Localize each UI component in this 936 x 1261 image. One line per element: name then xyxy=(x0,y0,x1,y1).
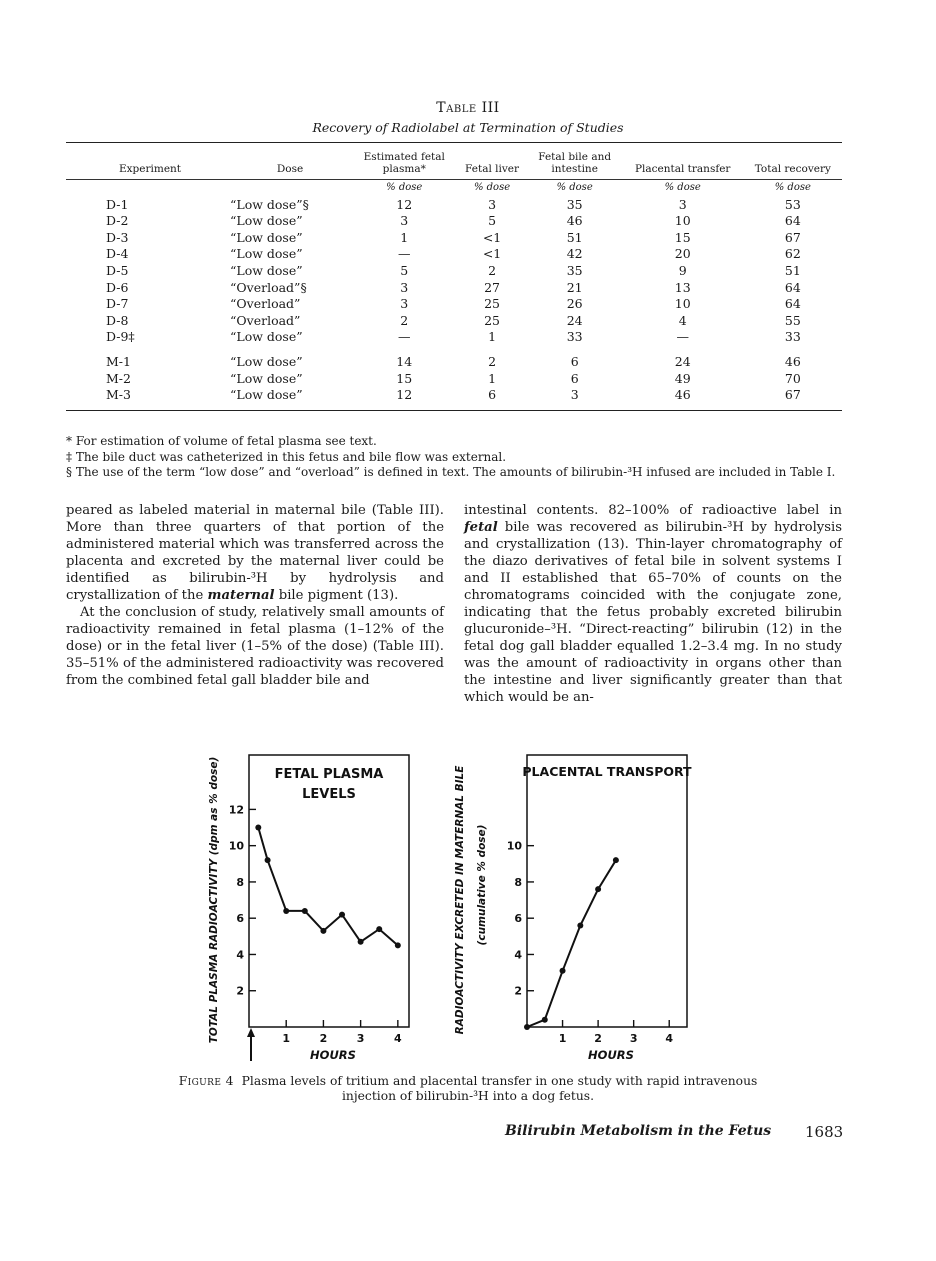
data-point xyxy=(358,939,364,945)
header-dose: Dose xyxy=(276,163,304,175)
cell-experiment: D-8 xyxy=(106,312,129,328)
cell-bile: 3 xyxy=(570,387,579,403)
data-point xyxy=(577,922,583,928)
table-bottom-rule xyxy=(66,410,842,411)
table-title: Recovery of Radiolabel at Termination of Studies xyxy=(312,120,624,135)
x-axis-label: HOURS xyxy=(588,1048,634,1062)
emphasis: maternal xyxy=(207,588,275,603)
cell-plasma: 3 xyxy=(400,296,409,312)
table-body-dog xyxy=(66,197,842,346)
cell-experiment: D-6 xyxy=(106,279,129,295)
cell-placental: 10 xyxy=(674,296,691,312)
cell-dose: “Low dose” xyxy=(230,370,303,386)
chart-placental-transport xyxy=(454,755,692,1062)
cell-bile: 26 xyxy=(566,296,583,312)
table-row xyxy=(66,313,842,330)
svg-text:10: 10 xyxy=(506,839,522,853)
cell-bile: 46 xyxy=(566,213,583,229)
cell-experiment: D-4 xyxy=(106,246,129,262)
cell-dose: “Low dose” xyxy=(230,246,303,262)
cell-bile: 51 xyxy=(566,229,583,245)
cell-liver: 27 xyxy=(484,279,500,295)
table-row xyxy=(66,387,842,404)
cell-plasma: 3 xyxy=(400,213,409,229)
data-point xyxy=(595,886,601,892)
svg-text:2: 2 xyxy=(514,984,522,998)
data-point xyxy=(542,1017,548,1023)
cell-liver: 6 xyxy=(488,387,497,403)
svg-text:4: 4 xyxy=(665,1032,674,1045)
cell-liver: 25 xyxy=(484,312,500,328)
cell-dose: “Low dose”§ xyxy=(230,196,309,212)
cell-total: 62 xyxy=(784,246,801,262)
cell-total: 64 xyxy=(784,296,801,312)
table-row xyxy=(66,354,842,371)
table-row xyxy=(66,371,842,388)
cell-placental: 9 xyxy=(678,262,687,278)
table-footnotes xyxy=(66,434,856,481)
data-point xyxy=(339,912,345,918)
svg-text:6: 6 xyxy=(514,912,522,926)
header-bile-line1: Fetal bile and xyxy=(538,151,612,163)
cell-liver: 1 xyxy=(488,370,497,386)
svg-text:6: 6 xyxy=(236,912,244,926)
svg-text:4: 4 xyxy=(514,948,522,962)
data-point xyxy=(376,926,382,932)
cell-dose: “Low dose” xyxy=(230,329,303,345)
cell-placental: 46 xyxy=(674,387,691,403)
cell-liver: 3 xyxy=(488,196,497,212)
body-column-left xyxy=(66,502,444,689)
chart-title: PLACENTAL TRANSPORT xyxy=(522,764,692,779)
header-liver: Fetal liver xyxy=(465,163,520,175)
cell-experiment: D-5 xyxy=(106,262,129,278)
y-axis-label: RADIOACTIVITY EXCRETED IN MATERNAL BILE xyxy=(454,765,466,1035)
chart-title-line2: LEVELS xyxy=(302,787,356,802)
svg-text:3: 3 xyxy=(356,1032,365,1045)
cell-total: 67 xyxy=(784,229,801,245)
page-number: 1683 xyxy=(805,1123,844,1141)
cell-total: 67 xyxy=(784,387,801,403)
cell-plasma: 14 xyxy=(396,353,413,369)
cell-total: 53 xyxy=(784,196,801,212)
table-row xyxy=(66,197,842,214)
svg-text:4: 4 xyxy=(236,948,244,962)
cell-bile: 33 xyxy=(566,329,583,345)
text-run: intestinal contents. 82–100% of radioactive label in xyxy=(464,503,842,518)
svg-text:3: 3 xyxy=(629,1032,638,1045)
axis-ticks xyxy=(507,840,674,1045)
svg-text:2: 2 xyxy=(594,1032,602,1045)
cell-dose: “Overload” xyxy=(230,296,301,312)
data-point xyxy=(613,857,619,863)
data-point xyxy=(524,1024,530,1030)
footnote: ‡ The bile duct was catheterized in this fetus and bile flow was external. xyxy=(66,449,507,464)
cell-plasma: 12 xyxy=(396,387,413,403)
unit-label: % dose xyxy=(556,182,593,193)
table-label-text: Table III xyxy=(436,100,500,116)
cell-dose: “Overload” xyxy=(230,312,301,328)
table-label xyxy=(0,100,936,116)
header-plasma-line1: Estimated fetal xyxy=(363,151,445,163)
footnote: § The use of the term “low dose” and “overload” is defined in text. The amounts of bilirubin-³H infused are included in Table I. xyxy=(66,465,836,479)
data-point xyxy=(283,908,289,914)
svg-text:4: 4 xyxy=(394,1032,402,1045)
header-bile-line2: intestine xyxy=(551,163,598,175)
cell-dose: “Low dose” xyxy=(230,262,303,278)
cell-experiment: M-1 xyxy=(106,353,131,369)
cell-bile: 42 xyxy=(566,246,583,262)
paragraph xyxy=(464,502,842,706)
cell-bile: 35 xyxy=(566,262,583,278)
cell-plasma: 2 xyxy=(400,312,409,328)
table-row xyxy=(66,213,842,230)
text-run: bile pigment (13). xyxy=(274,588,399,603)
cell-placental: 20 xyxy=(674,246,691,262)
cell-bile: 6 xyxy=(570,370,579,386)
svg-text:10: 10 xyxy=(228,839,244,853)
cell-bile: 35 xyxy=(566,196,583,212)
cell-bile: 6 xyxy=(570,353,579,369)
text-run: peared as labeled material in maternal bile (Table III). More than three quarters of that portion of the administered material which was transferred across the placenta and excreted by the maternal liver could be identified as bilirubin-³H by hydrolysis and crystallization of the xyxy=(66,503,444,603)
svg-text:1: 1 xyxy=(282,1032,291,1045)
footnote: * For estimation of volume of fetal plasma see text. xyxy=(66,434,377,448)
table-row xyxy=(66,296,842,313)
cell-plasma: 5 xyxy=(400,262,409,278)
unit-label: % dose xyxy=(774,182,811,193)
cell-liver: <1 xyxy=(482,246,502,262)
units-row xyxy=(66,180,842,197)
cell-experiment: D-9‡ xyxy=(106,329,135,345)
unit-label: % dose xyxy=(664,182,701,193)
figure-caption-text: Plasma levels of tritium and placental transfer in one study with rapid intravenous injection of bilirubin-³H into a dog fetus. xyxy=(241,1074,758,1103)
table-row xyxy=(66,263,842,280)
axis-ticks xyxy=(229,803,402,1045)
body-column-right xyxy=(464,502,842,706)
data-table xyxy=(66,142,842,411)
svg-text:8: 8 xyxy=(514,875,522,889)
cell-experiment: M-2 xyxy=(106,370,131,386)
cell-experiment: D-2 xyxy=(106,213,129,229)
cell-dose: “Low dose” xyxy=(230,353,303,369)
data-point xyxy=(320,928,326,934)
cell-placental: 15 xyxy=(674,229,691,245)
cell-plasma: — xyxy=(398,246,411,262)
chart-fetal-plasma xyxy=(208,755,409,1062)
table-row xyxy=(66,230,842,247)
cell-bile: 21 xyxy=(566,279,583,295)
cell-plasma: 3 xyxy=(400,279,409,295)
header-placental: Placental transfer xyxy=(634,163,731,175)
cell-dose: “Overload”§ xyxy=(230,279,307,295)
table-row xyxy=(66,329,842,346)
cell-total: 64 xyxy=(784,213,801,229)
svg-text:8: 8 xyxy=(236,875,244,889)
text-run: bile was recovered as bilirubin-³H by hydrolysis and crystallization (13). Thin-layer chromatography of the diazo derivatives of fetal bile in solvent systems I and II established that 65–70% of counts on the chromatograms coincided with the conjugate zone, indicating that the fetus probably excreted bilirubin glucuronide–³H. “Direct-reacting” bilirubin (12) in the fetal dog gall bladder equalled 1.2–3.4 mg. In no study was the amount of radioactivity in organs other than the intestine and liver significantly greater than that which would be an- xyxy=(464,520,842,705)
x-axis-label: HOURS xyxy=(310,1048,356,1062)
plot-frame xyxy=(527,755,687,1027)
cell-placental: 4 xyxy=(678,312,687,328)
data-point xyxy=(302,908,308,914)
table-body-monkey xyxy=(66,354,842,404)
data-point xyxy=(265,857,271,863)
cell-plasma: 15 xyxy=(396,370,413,386)
unit-label: % dose xyxy=(386,182,423,193)
cell-plasma: 12 xyxy=(396,196,413,212)
svg-text:1: 1 xyxy=(558,1032,567,1045)
chart-title: FETAL PLASMA xyxy=(274,767,384,782)
cell-total: 70 xyxy=(784,370,801,386)
paragraph: At the conclusion of study, relatively small amounts of radioactivity remained in fetal plasma (1–12% of the dose) or in the fetal liver (1–5% of the dose) (Table III). 35–51% of the administered radioactivity was recovered from the combined fetal gall bladder bile and xyxy=(66,605,444,688)
cell-dose: “Low dose” xyxy=(230,213,303,229)
paragraph xyxy=(66,502,444,604)
svg-text:2: 2 xyxy=(236,984,244,998)
svg-text:12: 12 xyxy=(228,803,244,817)
data-line xyxy=(527,860,616,1027)
unit-label: % dose xyxy=(473,182,511,193)
cell-experiment: M-3 xyxy=(106,387,131,403)
cell-placental: — xyxy=(676,329,689,345)
table-row xyxy=(66,246,842,263)
cell-total: 64 xyxy=(784,279,801,295)
cell-plasma: — xyxy=(398,329,411,345)
data-point xyxy=(255,825,261,831)
figure-charts xyxy=(195,725,715,1070)
y-axis-label-line2: (cumulative % dose) xyxy=(476,824,488,946)
figure-4 xyxy=(195,725,715,1070)
cell-placental: 3 xyxy=(678,196,687,212)
cell-total: 51 xyxy=(784,262,801,278)
y-axis-label: TOTAL PLASMA RADIOACTIVITY (dpm as % dose) xyxy=(208,756,220,1044)
svg-text:2: 2 xyxy=(319,1032,328,1045)
cell-experiment: D-3 xyxy=(106,229,129,245)
cell-total: 33 xyxy=(784,329,801,345)
cell-dose: “Low dose” xyxy=(230,387,303,403)
header-bile xyxy=(528,143,622,179)
table-row xyxy=(66,280,842,297)
data-points xyxy=(524,857,619,1030)
header-total: Total recovery xyxy=(754,163,831,175)
cell-experiment: D-1 xyxy=(106,196,129,212)
injection-arrow-icon xyxy=(247,1028,255,1061)
cell-placental: 13 xyxy=(674,279,691,295)
emphasis: fetal xyxy=(464,520,498,535)
header-plasma-line2: plasma* xyxy=(382,163,426,175)
cell-dose: “Low dose” xyxy=(230,229,303,245)
figure-caption xyxy=(150,1074,786,1104)
cell-placental: 49 xyxy=(674,370,691,386)
figure-label: Figure 4 xyxy=(178,1074,234,1088)
data-point xyxy=(560,968,566,974)
cell-plasma: 1 xyxy=(400,229,409,245)
cell-liver: 1 xyxy=(488,329,497,345)
cell-experiment: D-7 xyxy=(106,296,129,312)
header-plasma xyxy=(352,143,457,179)
cell-placental: 24 xyxy=(674,353,691,369)
cell-liver: 2 xyxy=(488,353,497,369)
header-experiment: Experiment xyxy=(118,163,182,175)
cell-total: 46 xyxy=(784,353,801,369)
data-point xyxy=(395,942,401,948)
running-head: Bilirubin Metabolism in the Fetus xyxy=(505,1123,772,1139)
cell-liver: <1 xyxy=(482,229,502,245)
cell-placental: 10 xyxy=(674,213,691,229)
cell-liver: 5 xyxy=(488,213,497,229)
cell-bile: 24 xyxy=(566,312,583,328)
cell-total: 55 xyxy=(784,312,801,328)
cell-liver: 25 xyxy=(484,296,500,312)
cell-liver: 2 xyxy=(488,262,497,278)
